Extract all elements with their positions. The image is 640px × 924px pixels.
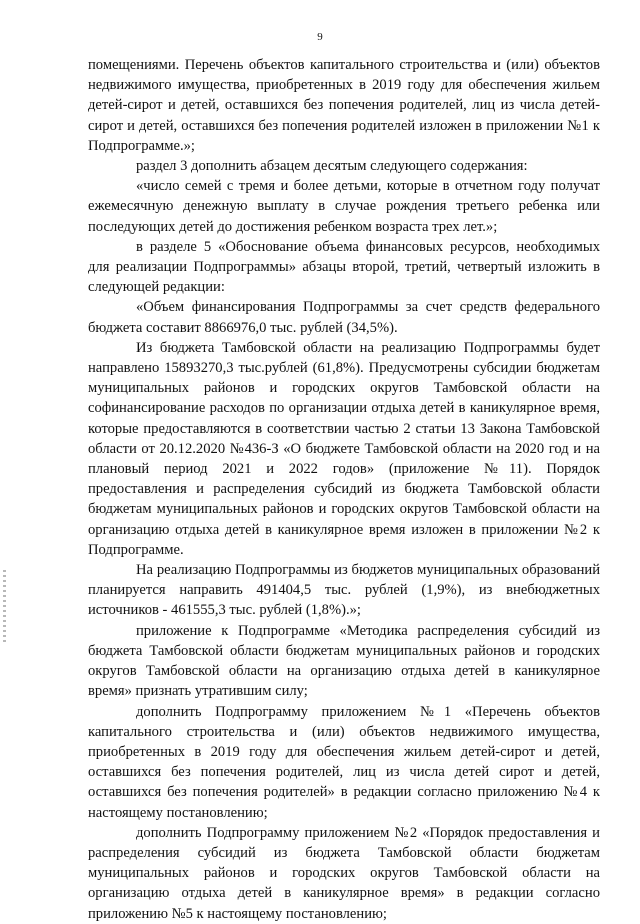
paragraph-regional-budget: Из бюджета Тамбовской области на реализацию Подпрограммы будет направлено 15893270,3 тыс.рублей (61,8%). Предусмотрены субсидии бюджетам муниципальных районов и городских округов Тамбовской области на софинансирование расходов по организации отдыха детей в каникулярное время, которые предоставляются в соответствии частью 2 статьи 13 Закона Тамбовской области от 20.12.2020 №436-З «О бюджете Тамбовской области на 2020 год и на плановый период 2021 и 2022 годов» (приложение №11). Порядок предоставления и распределения субсидий из бюджета Тамбовской области бюджетам муниципальных районов и городских округов Тамбовской области на организацию отдыха детей в каникулярное время изложен в приложении №2 к Подпрограмме.: [88, 339, 600, 558]
paragraph-methodology-repeal: приложение к Подпрограмме «Методика распределения субсидий из бюджета Тамбовской области бюджетам муниципальных районов и городских округов Тамбовской области на организацию отдыха детей в каникулярное время» признать утратившим силу;: [88, 622, 600, 700]
paragraph-appendix-1: дополнить Подпрограмму приложением №1 «Перечень объектов капитального строительства и (или) объектов недвижимого имущества, приобретенных в 2019 году для обеспечения жильем детей-сирот и детей, оставшихся без попечения родителей, лиц из числа детей сирот и детей, оставшихся без попечения родителей» в редакции согласно приложению №4 к настоящему постановлению;: [88, 703, 600, 821]
paragraph-families-indicator: «число семей с тремя и более детьми, которые в отчетном году получат ежемесячную денежную выплату в случае рождения третьего ребенка или последующих детей до достижения ребенком возраста трех лет.»;: [88, 178, 600, 235]
paragraph-section-3-amendment: раздел 3 дополнить абзацем десятым следующего содержания:: [136, 158, 528, 175]
paragraph-continuation: помещениями. Перечень объектов капитального строительства и (или) объектов недвижимого имущества, приобретенных в 2019 году для обеспечения жильем детей-сирот и детей, оставшихся без попечения родителей, лиц из числа детей-сирот и детей, оставшихся без попечения родителей изложен в приложении №1 к Подпрограмме.»;: [88, 57, 600, 154]
paragraph-federal-budget: «Объем финансирования Подпрограммы за счет средств федерального бюджета составит 8866976,0 тыс. рублей (34,5%).: [88, 299, 600, 336]
paragraph-appendix-2: дополнить Подпрограмму приложением №2 «Порядок предоставления и распределения субсидий из бюджета Тамбовской области бюджетам муниципальных районов и городских округов Тамбовской области на организацию отдыха детей в каникулярное время» в редакции согласно приложению №5 к настоящему постановлению;: [88, 824, 600, 922]
paragraph-section-5-amendment: в разделе 5 «Обоснование объема финансовых ресурсов, необходимых для реализации Подпрограммы» абзацы второй, третий, четвертый изложить в следующей редакции:: [88, 238, 600, 296]
page-number: 9: [317, 31, 323, 43]
document-body: [88, 55, 600, 924]
paragraph-municipal-budget: На реализацию Подпрограммы из бюджетов муниципальных образований планируется направить 491404,5 тыс. рублей (1,9%), из внебюджетных источников - 461555,3 тыс. рублей (1,8%).»;: [88, 562, 600, 619]
margin-scan-mark: [3, 570, 6, 642]
